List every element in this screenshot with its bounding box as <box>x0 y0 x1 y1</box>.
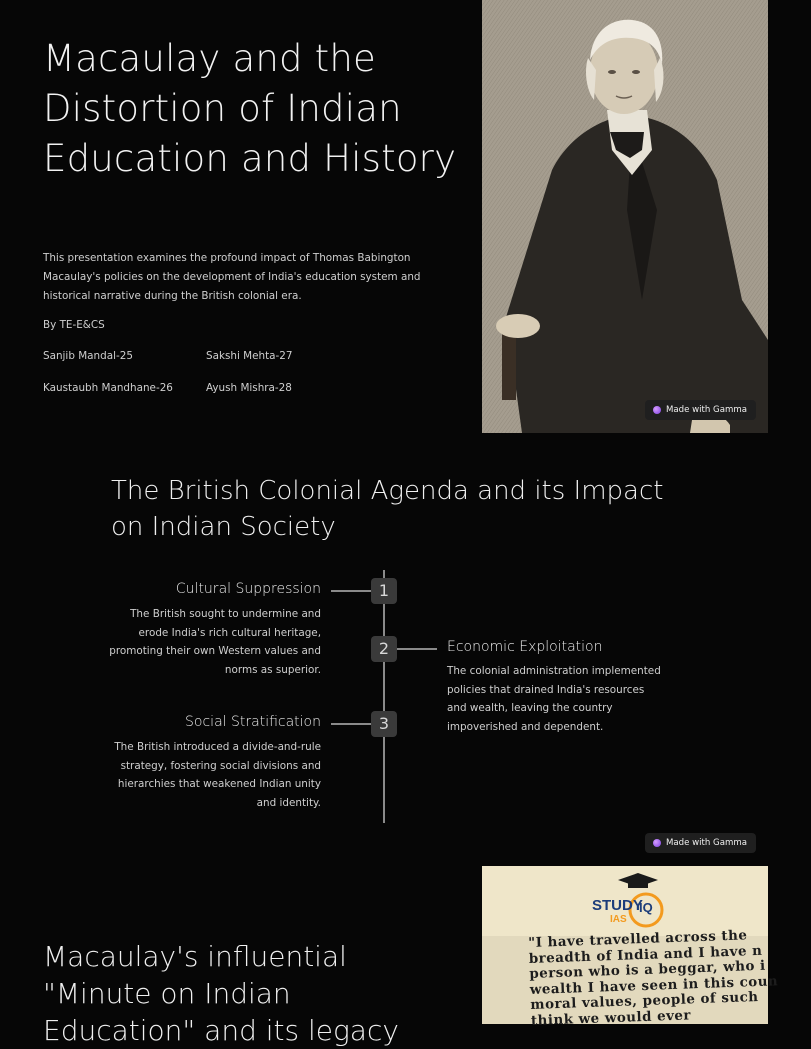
portrait-illustration <box>482 0 768 433</box>
slide-title <box>0 0 768 433</box>
timeline-connector <box>392 648 437 650</box>
macaulay-quote-image <box>482 866 779 1029</box>
timeline-step-number: 1 <box>371 578 397 604</box>
timeline-heading: Cultural Suppression <box>175 581 321 597</box>
timeline-connector <box>331 590 376 592</box>
slide-title: Macaulay's influential "Minute on Indian Education" and its legacy <box>43 940 399 1047</box>
slide-colonial-agenda <box>0 433 768 866</box>
author-name: Ayush Mishra-28 <box>206 382 292 394</box>
gamma-logo-icon <box>653 406 661 414</box>
logo-text-sub: IAS <box>610 914 627 925</box>
presentation-title: Macaulay and the Distortion of Indian Education and History <box>43 37 457 180</box>
badge-label: Made with Gamma <box>665 405 747 415</box>
timeline-heading: Economic Exploitation <box>447 639 603 655</box>
presentation-description: This presentation examines the profound impact of Thomas Babington Macaulay's policies on the development of India's education system and historical narrative during the British colonial era. <box>43 252 421 302</box>
timeline-body: The British introduced a divide-and-rule strategy, fostering social divisions and hierarchies that weakened Indian unity and identity. <box>114 741 321 809</box>
timeline-connector <box>331 723 376 725</box>
gamma-logo-icon <box>653 839 661 847</box>
slide-minute-on-education <box>0 866 779 1047</box>
author-name: Kaustaubh Mandhane-26 <box>43 382 173 394</box>
macaulay-portrait-image <box>482 0 768 433</box>
author-name: Sakshi Mehta-27 <box>206 350 293 362</box>
badge-label: Made with Gamma <box>665 838 747 848</box>
logo-text: STUDY <box>592 897 643 914</box>
timeline-heading: Social Stratification <box>185 714 321 730</box>
timeline-body: The British sought to undermine and erode India's rich cultural heritage, promoting their own Western values and norms as superior. <box>109 608 321 676</box>
timeline-step-number: 3 <box>371 711 397 737</box>
timeline-step-number: 2 <box>371 636 397 662</box>
logo-text-iq: IQ <box>639 900 653 915</box>
by-line: By TE-E&CS <box>43 319 105 331</box>
studyiq-logo <box>588 870 678 928</box>
timeline-axis <box>383 570 385 823</box>
slide-title: The British Colonial Agenda and its Impact on Indian Society <box>111 476 664 542</box>
author-name: Sanjib Mandal-25 <box>43 350 133 362</box>
made-with-gamma-badge[interactable] <box>645 833 756 853</box>
timeline-body: The colonial administration implemented policies that drained India's resources and wealth, leaving the country impoverished and dependent. <box>447 665 661 733</box>
macaulay-quote-text: "I have travelled across the breadth of India and I have n person who is a beggar, who i wealth I have seen in this coun moral values, people of such think we would ever <box>527 927 779 1029</box>
made-with-gamma-badge[interactable] <box>645 400 756 420</box>
